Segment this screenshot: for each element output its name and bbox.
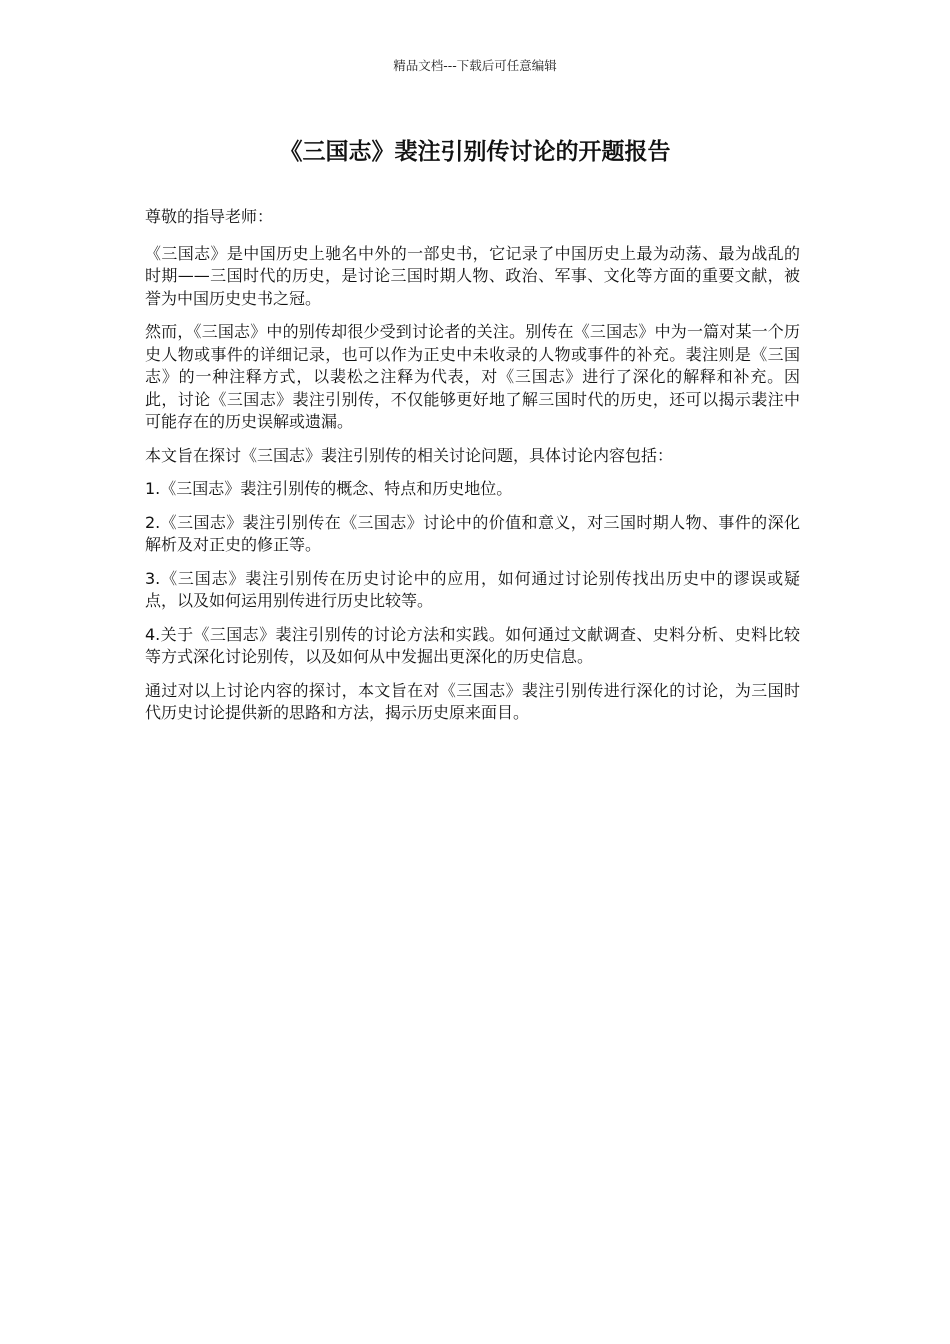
paragraph-conclusion: 通过对以上讨论内容的探讨，本文旨在对《三国志》裴注引别传进行深化的讨论，为三国时代历史讨论提供新的思路和方法，揭示历史原来面目。	[145, 680, 800, 722]
list-item-3: 3.《三国志》裴注引别传在历史讨论中的应用，如何通过讨论别传找出历史中的谬误或疑点，以及如何运用别传进行历史比较等。	[145, 568, 800, 610]
header-note: 精品文档---下载后可任意编辑	[393, 58, 557, 73]
paragraph-intro: 《三国志》是中国历史上驰名中外的一部史书，它记录了中国历史上最为动荡、最为战乱的时期——三国时代的历史，是讨论三国时期人物、政治、军事、文化等方面的重要文献，被誉为中国历史史书之冠。	[145, 243, 800, 308]
paragraph-purpose: 本文旨在探讨《三国志》裴注引别传的相关讨论问题，具体讨论内容包括：	[145, 445, 674, 465]
document-title: 《三国志》裴注引别传讨论的开题报告	[279, 139, 671, 165]
list-item-2: 2.《三国志》裴注引别传在《三国志》讨论中的价值和意义，对三国时期人物、事件的深化解析及对正史的修正等。	[145, 512, 800, 554]
list-item-4: 4.关于《三国志》裴注引别传的讨论方法和实践。如何通过文献调查、史料分析、史料比较等方式深化讨论别传，以及如何从中发掘出更深化的历史信息。	[145, 624, 800, 666]
paragraph-background: 然而，《三国志》中的别传却很少受到讨论者的关注。别传在《三国志》中为一篇对某一个历史人物或事件的详细记录，也可以作为正史中未收录的人物或事件的补充。裴注则是《三国志》的一种注释方式，以裴松之注释为代表，对《三国志》进行了深化的解释和补充。因此，讨论《三国志》裴注引别传，不仅能够更好地了解三国时代的历史，还可以揭示裴注中可能存在的历史误解或遗漏。	[145, 322, 800, 431]
list-item-1: 1.《三国志》裴注引别传的概念、特点和历史地位。	[145, 479, 513, 498]
document-body	[145, 206, 800, 736]
salutation: 尊敬的指导老师：	[145, 207, 274, 226]
